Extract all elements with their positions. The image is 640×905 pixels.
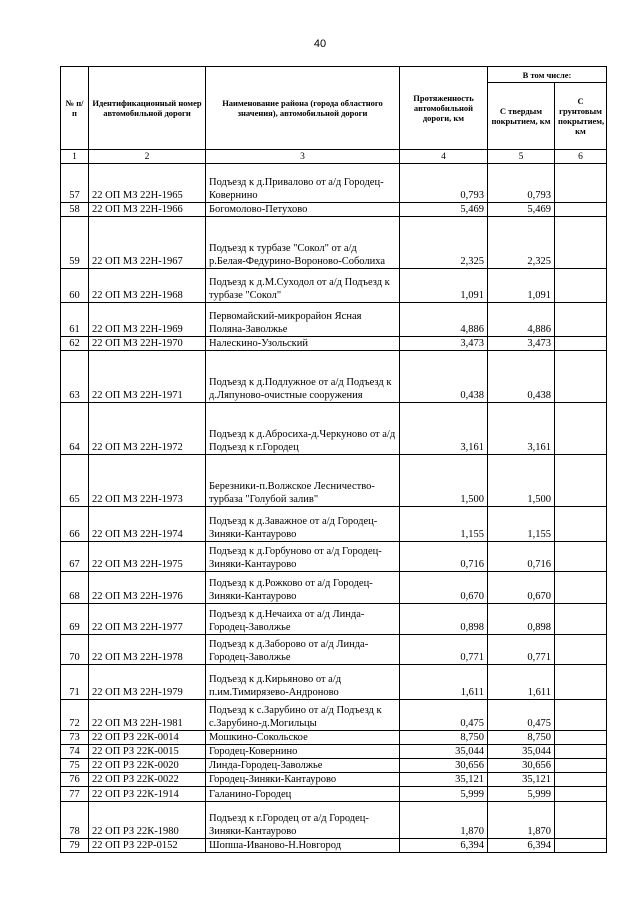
row-number: 66: [61, 507, 89, 542]
road-id: 22 ОП МЗ 22Н-1975: [89, 542, 206, 572]
table-row: [61, 759, 607, 773]
table-row: [61, 303, 607, 337]
road-length: 4,886: [400, 303, 488, 337]
soil-surface-length: [555, 635, 607, 665]
hard-surface-length: 3,161: [488, 403, 555, 455]
header-soil: С грунтовым покрытием, км: [555, 83, 607, 150]
road-name: Подъезд к д.Заважное от а/д Городец-Зиняки-Кантаурово: [206, 507, 400, 542]
road-name: Подъезд к д.Абросиха-д.Черкуново от а/д Подъезд к г.Городец: [206, 403, 400, 455]
road-name: Березники-п.Волжское Лесничество-турбаза "Голубой залив": [206, 455, 400, 507]
row-number: 59: [61, 217, 89, 269]
table-row: [61, 773, 607, 787]
road-id: 22 ОП РЗ 22К-1980: [89, 802, 206, 839]
column-number: 5: [488, 150, 555, 164]
road-id: 22 ОП МЗ 22Н-1973: [89, 455, 206, 507]
row-number: 63: [61, 351, 89, 403]
hard-surface-length: 0,438: [488, 351, 555, 403]
row-number: 79: [61, 839, 89, 853]
road-id: 22 ОП МЗ 22Н-1969: [89, 303, 206, 337]
road-id: 22 ОП РЗ 22К-0015: [89, 745, 206, 759]
column-number: 2: [89, 150, 206, 164]
table-row: [61, 269, 607, 303]
road-id: 22 ОП МЗ 22Н-1965: [89, 164, 206, 203]
soil-surface-length: [555, 455, 607, 507]
table-row: [61, 802, 607, 839]
row-number: 73: [61, 731, 89, 745]
soil-surface-length: [555, 351, 607, 403]
road-id: 22 ОП МЗ 22Н-1981: [89, 700, 206, 731]
hard-surface-length: 4,886: [488, 303, 555, 337]
hard-surface-length: 1,611: [488, 665, 555, 700]
road-length: 3,161: [400, 403, 488, 455]
hard-surface-length: 1,091: [488, 269, 555, 303]
table-row: [61, 542, 607, 572]
row-number: 71: [61, 665, 89, 700]
road-id: 22 ОП МЗ 22Н-1966: [89, 203, 206, 217]
header-id: Идентификационный номер автомобильной дороги: [89, 67, 206, 150]
hard-surface-length: 35,121: [488, 773, 555, 787]
table-row: [61, 839, 607, 853]
column-number: 3: [206, 150, 400, 164]
soil-surface-length: [555, 773, 607, 787]
soil-surface-length: [555, 403, 607, 455]
soil-surface-length: [555, 731, 607, 745]
road-name: Подъезд к г.Городец от а/д Городец-Зиняки-Кантаурово: [206, 802, 400, 839]
road-length: 5,469: [400, 203, 488, 217]
road-length: 35,044: [400, 745, 488, 759]
road-id: 22 ОП МЗ 22Н-1974: [89, 507, 206, 542]
soil-surface-length: [555, 665, 607, 700]
road-length: 8,750: [400, 731, 488, 745]
road-name: Первомайский-микрорайон Ясная Поляна-Заволжье: [206, 303, 400, 337]
soil-surface-length: [555, 802, 607, 839]
road-id: 22 ОП МЗ 22Н-1977: [89, 604, 206, 635]
road-id: 22 ОП МЗ 22Н-1970: [89, 337, 206, 351]
header-name: Наименование района (города областного значения), автомобильной дороги: [206, 67, 400, 150]
table-row: [61, 665, 607, 700]
soil-surface-length: [555, 839, 607, 853]
table-row: [61, 745, 607, 759]
row-number: 78: [61, 802, 89, 839]
table-row: [61, 700, 607, 731]
row-number: 65: [61, 455, 89, 507]
soil-surface-length: [555, 542, 607, 572]
road-id: 22 ОП РЗ 22К-1914: [89, 787, 206, 802]
table-row: [61, 572, 607, 604]
road-name: Подъезд к д.Нечаиха от а/д Линда-Городец-Заволжье: [206, 604, 400, 635]
road-id: 22 ОП МЗ 22Н-1979: [89, 665, 206, 700]
road-length: 2,325: [400, 217, 488, 269]
road-name: Богомолово-Петухово: [206, 203, 400, 217]
hard-surface-length: 35,044: [488, 745, 555, 759]
soil-surface-length: [555, 203, 607, 217]
soil-surface-length: [555, 787, 607, 802]
table-row: [61, 635, 607, 665]
road-name: Линда-Городец-Заволжье: [206, 759, 400, 773]
row-number: 68: [61, 572, 89, 604]
hard-surface-length: 0,898: [488, 604, 555, 635]
row-number: 75: [61, 759, 89, 773]
hard-surface-length: 1,870: [488, 802, 555, 839]
road-id: 22 ОП РЗ 22Р-0152: [89, 839, 206, 853]
road-length: 6,394: [400, 839, 488, 853]
road-name: Подъезд к д.Рожково от а/д Городец-Зиняки-Кантаурово: [206, 572, 400, 604]
roads-table-body: [61, 67, 607, 853]
road-name: Мошкино-Сокольское: [206, 731, 400, 745]
roads-table: [60, 66, 607, 853]
road-id: 22 ОП МЗ 22Н-1967: [89, 217, 206, 269]
table-row: [61, 604, 607, 635]
table-row: [61, 164, 607, 203]
row-number: 60: [61, 269, 89, 303]
road-id: 22 ОП МЗ 22Н-1976: [89, 572, 206, 604]
table-row: [61, 337, 607, 351]
hard-surface-length: 0,670: [488, 572, 555, 604]
road-length: 0,771: [400, 635, 488, 665]
soil-surface-length: [555, 507, 607, 542]
road-length: 0,793: [400, 164, 488, 203]
table-row: [61, 351, 607, 403]
road-name: Подъезд к д.М.Суходол от а/д Подъезд к турбазе "Сокол": [206, 269, 400, 303]
road-name: Налескино-Узольский: [206, 337, 400, 351]
road-length: 5,999: [400, 787, 488, 802]
soil-surface-length: [555, 303, 607, 337]
row-number: 58: [61, 203, 89, 217]
table-row: [61, 403, 607, 455]
road-length: 1,155: [400, 507, 488, 542]
hard-surface-length: 0,793: [488, 164, 555, 203]
header-num: № п/п: [61, 67, 89, 150]
road-id: 22 ОП МЗ 22Н-1978: [89, 635, 206, 665]
road-id: 22 ОП РЗ 22К-0014: [89, 731, 206, 745]
soil-surface-length: [555, 572, 607, 604]
soil-surface-length: [555, 164, 607, 203]
road-length: 0,438: [400, 351, 488, 403]
row-number: 72: [61, 700, 89, 731]
hard-surface-length: 6,394: [488, 839, 555, 853]
road-name: Шопша-Иваново-Н.Новгород: [206, 839, 400, 853]
road-name: Подъезд к д.Подлужное от а/д Подъезд к д.Ляпуново-очистные сооружения: [206, 351, 400, 403]
table-row: [61, 217, 607, 269]
header-including: В том числе:: [488, 67, 607, 83]
row-number: 67: [61, 542, 89, 572]
road-name: Подъезд к турбазе "Сокол" от а/д р.Белая-Федурино-Вороново-Соболиха: [206, 217, 400, 269]
column-number: 4: [400, 150, 488, 164]
hard-surface-length: 1,500: [488, 455, 555, 507]
hard-surface-length: 30,656: [488, 759, 555, 773]
table-row: [61, 787, 607, 802]
hard-surface-length: 2,325: [488, 217, 555, 269]
table-row: [61, 731, 607, 745]
road-id: 22 ОП РЗ 22К-0020: [89, 759, 206, 773]
road-name: Подъезд к д.Заборово от а/д Линда-Городец-Заволжье: [206, 635, 400, 665]
soil-surface-length: [555, 269, 607, 303]
table-row: [61, 203, 607, 217]
row-number: 69: [61, 604, 89, 635]
road-length: 0,898: [400, 604, 488, 635]
column-number: 1: [61, 150, 89, 164]
header-row-top: [61, 67, 607, 83]
road-name: Подъезд к д.Кирьяново от а/д п.им.Тимирязево-Андроново: [206, 665, 400, 700]
soil-surface-length: [555, 745, 607, 759]
road-length: 0,716: [400, 542, 488, 572]
road-length: 30,656: [400, 759, 488, 773]
road-name: Подъезд к д.Горбуново от а/д Городец-Зиняки-Кантаурово: [206, 542, 400, 572]
hard-surface-length: 0,771: [488, 635, 555, 665]
road-length: 1,611: [400, 665, 488, 700]
soil-surface-length: [555, 700, 607, 731]
road-name: Подъезд к с.Зарубино от а/д Подъезд к с.Зарубино-д.Могильцы: [206, 700, 400, 731]
row-number: 77: [61, 787, 89, 802]
road-length: 0,670: [400, 572, 488, 604]
column-numbers-row: [61, 150, 607, 164]
hard-surface-length: 0,716: [488, 542, 555, 572]
header-hard: С твердым покрытием, км: [488, 83, 555, 150]
row-number: 61: [61, 303, 89, 337]
road-length: 0,475: [400, 700, 488, 731]
road-length: 1,091: [400, 269, 488, 303]
page-number: 40: [313, 38, 327, 50]
road-name: Подъезд к д.Привалово от а/д Городец-Ковернино: [206, 164, 400, 203]
road-name: Городец-Зиняки-Кантаурово: [206, 773, 400, 787]
road-length: 1,870: [400, 802, 488, 839]
road-id: 22 ОП МЗ 22Н-1971: [89, 351, 206, 403]
row-number: 64: [61, 403, 89, 455]
row-number: 70: [61, 635, 89, 665]
soil-surface-length: [555, 604, 607, 635]
soil-surface-length: [555, 337, 607, 351]
column-number: 6: [555, 150, 607, 164]
hard-surface-length: 1,155: [488, 507, 555, 542]
road-id: 22 ОП МЗ 22Н-1968: [89, 269, 206, 303]
hard-surface-length: 0,475: [488, 700, 555, 731]
soil-surface-length: [555, 759, 607, 773]
row-number: 62: [61, 337, 89, 351]
road-id: 22 ОП МЗ 22Н-1972: [89, 403, 206, 455]
row-number: 57: [61, 164, 89, 203]
road-length: 1,500: [400, 455, 488, 507]
road-id: 22 ОП РЗ 22К-0022: [89, 773, 206, 787]
hard-surface-length: 5,999: [488, 787, 555, 802]
table-row: [61, 507, 607, 542]
header-length: Протяженность автомобильной дороги, км: [400, 67, 488, 150]
road-length: 3,473: [400, 337, 488, 351]
hard-surface-length: 5,469: [488, 203, 555, 217]
hard-surface-length: 8,750: [488, 731, 555, 745]
row-number: 76: [61, 773, 89, 787]
row-number: 74: [61, 745, 89, 759]
table-row: [61, 455, 607, 507]
road-length: 35,121: [400, 773, 488, 787]
soil-surface-length: [555, 217, 607, 269]
hard-surface-length: 3,473: [488, 337, 555, 351]
road-name: Галанино-Городец: [206, 787, 400, 802]
road-name: Городец-Ковернино: [206, 745, 400, 759]
